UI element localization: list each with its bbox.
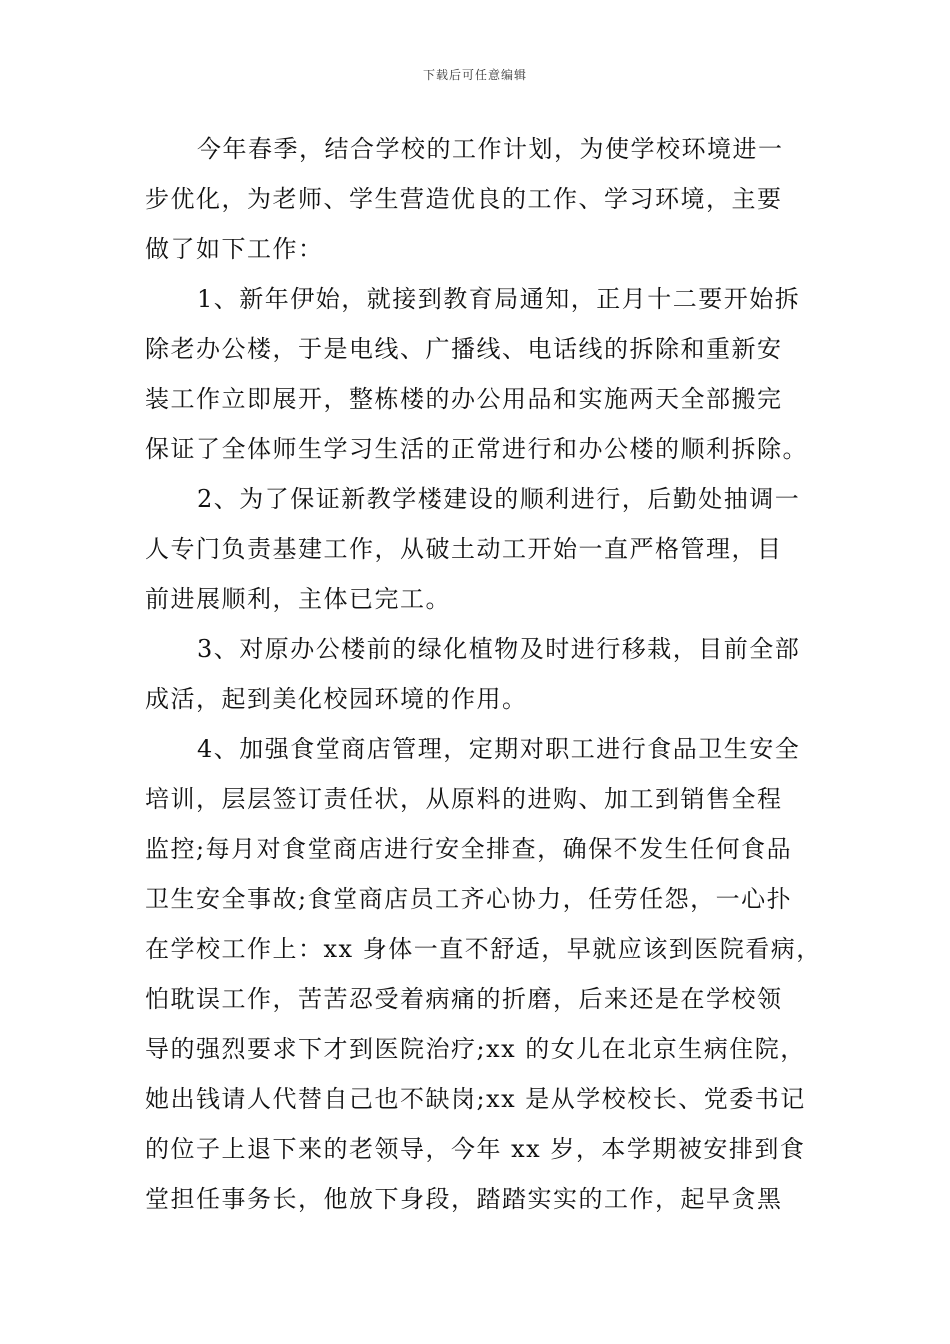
text-line: 做了如下工作： [145,235,324,263]
text-line: 今年春季，结合学校的工作计划，为使学校环境进一 [197,135,784,163]
text-line: 2、为了保证新教学楼建设的顺利进行，后勤处抽调一 [197,485,801,513]
text-line: 3、对原办公楼前的绿化植物及时进行移栽，目前全部 [197,635,801,663]
text-line: 成活，起到美化校园环境的作用。 [145,685,528,713]
text-line: 的位子上退下来的老领导，今年 xx 岁，本学期被安排到食 [145,1135,806,1163]
text-line: 前进展顺利，主体已完工。 [145,585,451,613]
text-line: 培训，层层签订责任状，从原料的进购、加工到销售全程 [145,785,783,813]
text-line: 除老办公楼，于是电线、广播线、电话线的拆除和重新安 [145,335,783,363]
header-note: 下载后可任意编辑 [422,68,527,82]
text-line: 步优化，为老师、学生营造优良的工作、学习环境，主要 [145,185,783,213]
text-line: 在学校工作上：xx 身体一直不舒适，早就应该到医院看病， [145,935,822,963]
text-line: 装工作立即展开，整栋楼的办公用品和实施两天全部搬完 [145,385,783,413]
text-line: 她出钱请人代替自己也不缺岗;xx 是从学校校长、党委书记 [145,1085,806,1113]
text-line: 人专门负责基建工作，从破土动工开始一直严格管理，目 [145,535,783,563]
text-line: 1、新年伊始，就接到教育局通知，正月十二要开始拆 [197,285,801,313]
text-line: 导的强烈要求下才到医院治疗;xx 的女儿在北京生病住院， [145,1035,806,1063]
text-line: 卫生安全事故;食堂商店员工齐心协力，任劳任怨，一心扑 [145,885,793,913]
text-line: 怕耽误工作，苦苦忍受着病痛的折磨，后来还是在学校领 [145,985,783,1013]
text-line: 堂担任事务长，他放下身段，踏踏实实的工作，起早贪黑 [145,1185,783,1213]
text-line: 保证了全体师生学习生活的正常进行和办公楼的顺利拆除。 [145,435,808,463]
text-line: 4、加强食堂商店管理，定期对职工进行食品卫生安全 [197,735,801,763]
text-line: 监控;每月对食堂商店进行安全排查，确保不发生任何食品 [145,835,793,863]
body-text [145,124,825,1224]
